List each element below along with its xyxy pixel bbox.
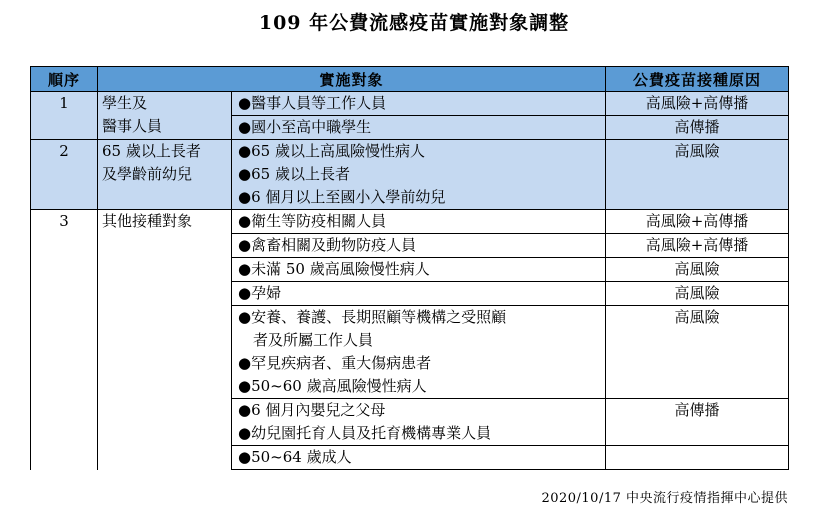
header-reason: 公費疫苗接種原因 [606,67,789,92]
target-item: ●未滿 50 歲高風險慢性病人 [232,258,606,282]
target-item: ●孕婦 [232,282,606,306]
reason-cell: 高風險+高傳播 [606,92,789,116]
group-order: 2 [31,140,98,210]
page-title: 109 年公費流感疫苗實施對象調整 [258,12,570,34]
table-row [31,140,789,210]
group-category [98,92,232,140]
category-line: 學生及 [102,94,148,112]
category-line: 醫事人員 [102,117,163,135]
target-item: ●50~64 歲成人 [232,446,606,470]
target-item: ●國小至高中職學生 [232,116,606,140]
target-line: ●罕見疾病者、重大傷病患者 [238,354,432,372]
table-header-row [31,67,789,92]
target-item: ●禽畜相關及動物防疫人員 [232,234,606,258]
reason-cell: 高風險 [606,258,789,282]
target-item [232,140,606,210]
header-target: 實施對象 [98,67,606,92]
target-line: ●安養、養護、長期照顧等機構之受照顧 [238,308,507,326]
table-row [31,92,789,116]
target-item [232,306,606,399]
target-line: ●65 歲以上長者 [238,165,350,183]
group-category [98,210,232,470]
target-line: ●幼兒園托育人員及托育機構專業人員 [238,424,492,442]
group-category [98,140,232,210]
reason-cell: 高風險+高傳播 [606,210,789,234]
category-line: 及學齡前幼兒 [102,165,193,183]
reason-cell: 高傳播 [606,399,789,446]
table-row [31,210,789,234]
source-footer: 2020/10/17 中央流行疫情指揮中心提供 [541,491,788,506]
reason-cell: 高風險 [606,282,789,306]
target-line: 者及所屬工作人員 [253,331,374,349]
reason-cell: 高風險 [606,306,789,399]
reason-cell: 高傳播 [606,116,789,140]
target-item: ●醫事人員等工作人員 [232,92,606,116]
target-item: ●衛生等防疫相關人員 [232,210,606,234]
target-line: ●6 個月以上至國小入學前幼兒 [238,188,446,206]
reason-cell: 高風險 [606,140,789,210]
target-line: ●50~60 歲高風險慢性病人 [238,377,427,395]
group-order: 3 [31,210,98,470]
category-line: 其他接種對象 [102,212,193,230]
group-order: 1 [31,92,98,140]
vaccine-target-table [30,66,789,470]
target-line: ●6 個月內嬰兒之父母 [238,401,386,419]
reason-cell: 高風險+高傳播 [606,234,789,258]
target-item [232,399,606,446]
reason-cell [606,446,789,470]
target-line: ●65 歲以上高風險慢性病人 [238,142,425,160]
category-line: 65 歲以上長者 [102,142,201,160]
header-order: 順序 [31,67,98,92]
